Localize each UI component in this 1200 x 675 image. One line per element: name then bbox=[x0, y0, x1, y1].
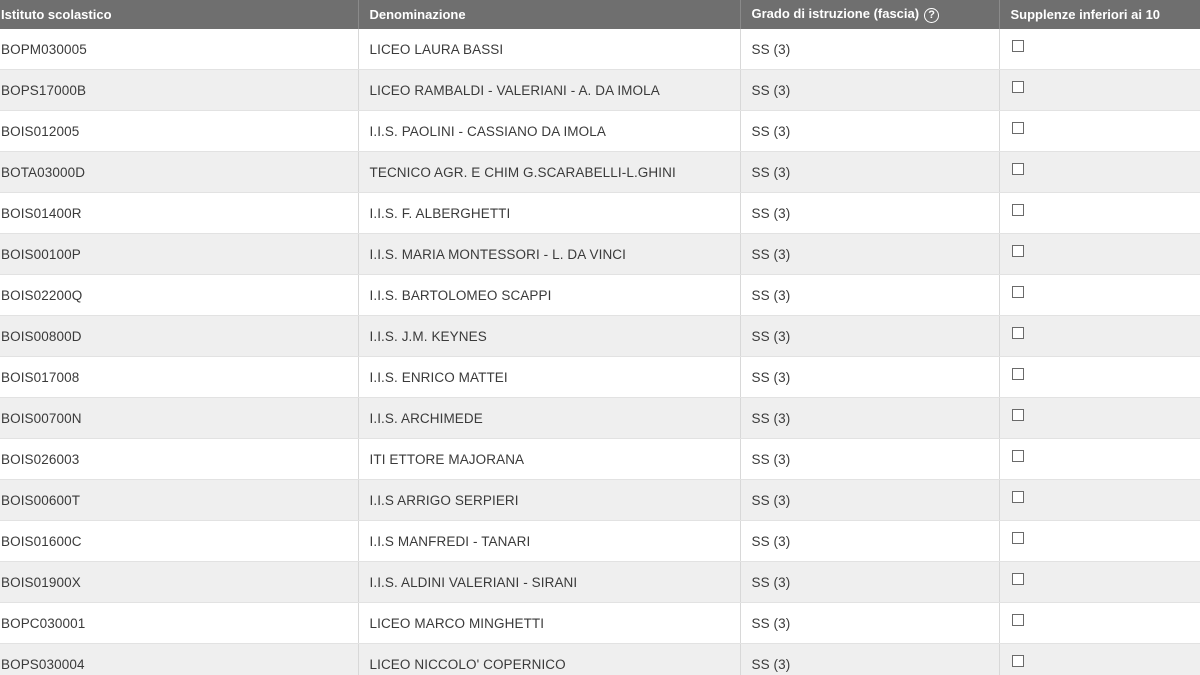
checkbox-wrapper bbox=[1011, 234, 1200, 274]
cell-grado: SS (3) bbox=[740, 152, 999, 193]
cell-denominazione: LICEO NICCOLO' COPERNICO bbox=[358, 644, 740, 675]
checkbox-wrapper bbox=[1011, 152, 1200, 192]
checkbox-wrapper bbox=[1011, 603, 1200, 643]
checkbox-wrapper bbox=[1011, 398, 1200, 438]
cell-supplenze bbox=[999, 439, 1200, 480]
supplenze-checkbox[interactable] bbox=[1012, 532, 1024, 544]
checkbox-wrapper bbox=[1011, 111, 1200, 151]
table-row bbox=[0, 644, 1200, 675]
supplenze-checkbox[interactable] bbox=[1012, 573, 1024, 585]
table-header-row bbox=[0, 0, 1200, 29]
table-row bbox=[0, 275, 1200, 316]
table-row bbox=[0, 439, 1200, 480]
cell-denominazione: I.I.S ARRIGO SERPIERI bbox=[358, 480, 740, 521]
cell-supplenze bbox=[999, 275, 1200, 316]
supplenze-checkbox[interactable] bbox=[1012, 327, 1024, 339]
cell-supplenze bbox=[999, 357, 1200, 398]
supplenze-checkbox[interactable] bbox=[1012, 81, 1024, 93]
table-row bbox=[0, 562, 1200, 603]
table-row bbox=[0, 152, 1200, 193]
cell-denominazione: I.I.S. ARCHIMEDE bbox=[358, 398, 740, 439]
checkbox-wrapper bbox=[1011, 193, 1200, 233]
cell-grado: SS (3) bbox=[740, 316, 999, 357]
cell-supplenze bbox=[999, 152, 1200, 193]
supplenze-checkbox[interactable] bbox=[1012, 40, 1024, 52]
table-row bbox=[0, 357, 1200, 398]
checkbox-wrapper bbox=[1011, 480, 1200, 520]
cell-supplenze bbox=[999, 603, 1200, 644]
checkbox-wrapper bbox=[1011, 357, 1200, 397]
cell-istituto-code: BOIS00100P bbox=[0, 234, 358, 275]
cell-grado: SS (3) bbox=[740, 357, 999, 398]
cell-grado: SS (3) bbox=[740, 398, 999, 439]
cell-supplenze bbox=[999, 521, 1200, 562]
cell-grado: SS (3) bbox=[740, 521, 999, 562]
checkbox-wrapper bbox=[1011, 521, 1200, 561]
table-row bbox=[0, 111, 1200, 152]
supplenze-checkbox[interactable] bbox=[1012, 245, 1024, 257]
table-row bbox=[0, 480, 1200, 521]
table-row bbox=[0, 70, 1200, 111]
supplenze-checkbox[interactable] bbox=[1012, 614, 1024, 626]
cell-istituto-code: BOIS026003 bbox=[0, 439, 358, 480]
table-row bbox=[0, 29, 1200, 70]
cell-supplenze bbox=[999, 480, 1200, 521]
cell-supplenze bbox=[999, 398, 1200, 439]
cell-denominazione: I.I.S. BARTOLOMEO SCAPPI bbox=[358, 275, 740, 316]
cell-supplenze bbox=[999, 234, 1200, 275]
cell-istituto-code: BOIS00700N bbox=[0, 398, 358, 439]
supplenze-checkbox[interactable] bbox=[1012, 491, 1024, 503]
supplenze-checkbox[interactable] bbox=[1012, 286, 1024, 298]
cell-denominazione: I.I.S. ENRICO MATTEI bbox=[358, 357, 740, 398]
cell-istituto-code: BOIS00600T bbox=[0, 480, 358, 521]
supplenze-checkbox[interactable] bbox=[1012, 655, 1024, 667]
header-denominazione[interactable]: Denominazione bbox=[358, 0, 740, 29]
cell-denominazione: I.I.S MANFREDI - TANARI bbox=[358, 521, 740, 562]
cell-istituto-code: BOIS01900X bbox=[0, 562, 358, 603]
cell-supplenze bbox=[999, 70, 1200, 111]
checkbox-wrapper bbox=[1011, 562, 1200, 602]
checkbox-wrapper bbox=[1011, 275, 1200, 315]
cell-denominazione: LICEO LAURA BASSI bbox=[358, 29, 740, 70]
header-supplenze-inferiori[interactable]: Supplenze inferiori ai 10 bbox=[999, 0, 1200, 29]
cell-grado: SS (3) bbox=[740, 603, 999, 644]
cell-denominazione: I.I.S. F. ALBERGHETTI bbox=[358, 193, 740, 234]
table-row bbox=[0, 603, 1200, 644]
checkbox-wrapper bbox=[1011, 29, 1200, 69]
cell-denominazione: LICEO RAMBALDI - VALERIANI - A. DA IMOLA bbox=[358, 70, 740, 111]
cell-istituto-code: BOIS02200Q bbox=[0, 275, 358, 316]
cell-denominazione: I.I.S. PAOLINI - CASSIANO DA IMOLA bbox=[358, 111, 740, 152]
table-row bbox=[0, 316, 1200, 357]
cell-denominazione: TECNICO AGR. E CHIM G.SCARABELLI-L.GHINI bbox=[358, 152, 740, 193]
table-row bbox=[0, 521, 1200, 562]
cell-grado: SS (3) bbox=[740, 193, 999, 234]
cell-grado: SS (3) bbox=[740, 562, 999, 603]
supplenze-checkbox[interactable] bbox=[1012, 204, 1024, 216]
cell-istituto-code: BOTA03000D bbox=[0, 152, 358, 193]
cell-grado: SS (3) bbox=[740, 644, 999, 675]
cell-denominazione: I.I.S. MARIA MONTESSORI - L. DA VINCI bbox=[358, 234, 740, 275]
cell-grado: SS (3) bbox=[740, 111, 999, 152]
checkbox-wrapper bbox=[1011, 70, 1200, 110]
cell-grado: SS (3) bbox=[740, 439, 999, 480]
cell-istituto-code: BOPM030005 bbox=[0, 29, 358, 70]
supplenze-checkbox[interactable] bbox=[1012, 368, 1024, 380]
cell-denominazione: LICEO MARCO MINGHETTI bbox=[358, 603, 740, 644]
cell-denominazione: ITI ETTORE MAJORANA bbox=[358, 439, 740, 480]
checkbox-wrapper bbox=[1011, 316, 1200, 356]
cell-istituto-code: BOIS01600C bbox=[0, 521, 358, 562]
cell-istituto-code: BOIS017008 bbox=[0, 357, 358, 398]
table-row bbox=[0, 234, 1200, 275]
checkbox-wrapper bbox=[1011, 644, 1200, 675]
header-grado-istruzione[interactable]: Grado di istruzione (fascia) ? bbox=[740, 0, 999, 29]
cell-grado: SS (3) bbox=[740, 29, 999, 70]
cell-istituto-code: BOIS00800D bbox=[0, 316, 358, 357]
cell-grado: SS (3) bbox=[740, 70, 999, 111]
cell-supplenze bbox=[999, 111, 1200, 152]
header-istituto-scolastico[interactable]: Istituto scolastico bbox=[0, 0, 358, 29]
checkbox-wrapper bbox=[1011, 439, 1200, 479]
question-circle-icon[interactable]: ? bbox=[924, 8, 939, 23]
cell-istituto-code: BOPS030004 bbox=[0, 644, 358, 675]
supplenze-checkbox[interactable] bbox=[1012, 409, 1024, 421]
table-row bbox=[0, 398, 1200, 439]
supplenze-checkbox[interactable] bbox=[1012, 163, 1024, 175]
cell-istituto-code: BOPC030001 bbox=[0, 603, 358, 644]
cell-grado: SS (3) bbox=[740, 234, 999, 275]
cell-denominazione: I.I.S. ALDINI VALERIANI - SIRANI bbox=[358, 562, 740, 603]
cell-istituto-code: BOPS17000B bbox=[0, 70, 358, 111]
supplenze-checkbox[interactable] bbox=[1012, 122, 1024, 134]
cell-supplenze bbox=[999, 562, 1200, 603]
cell-istituto-code: BOIS01400R bbox=[0, 193, 358, 234]
cell-grado: SS (3) bbox=[740, 275, 999, 316]
cell-grado: SS (3) bbox=[740, 480, 999, 521]
cell-istituto-code: BOIS012005 bbox=[0, 111, 358, 152]
cell-supplenze bbox=[999, 29, 1200, 70]
table-row bbox=[0, 193, 1200, 234]
supplenze-checkbox[interactable] bbox=[1012, 450, 1024, 462]
cell-supplenze bbox=[999, 316, 1200, 357]
cell-supplenze bbox=[999, 644, 1200, 675]
cell-supplenze bbox=[999, 193, 1200, 234]
cell-denominazione: I.I.S. J.M. KEYNES bbox=[358, 316, 740, 357]
